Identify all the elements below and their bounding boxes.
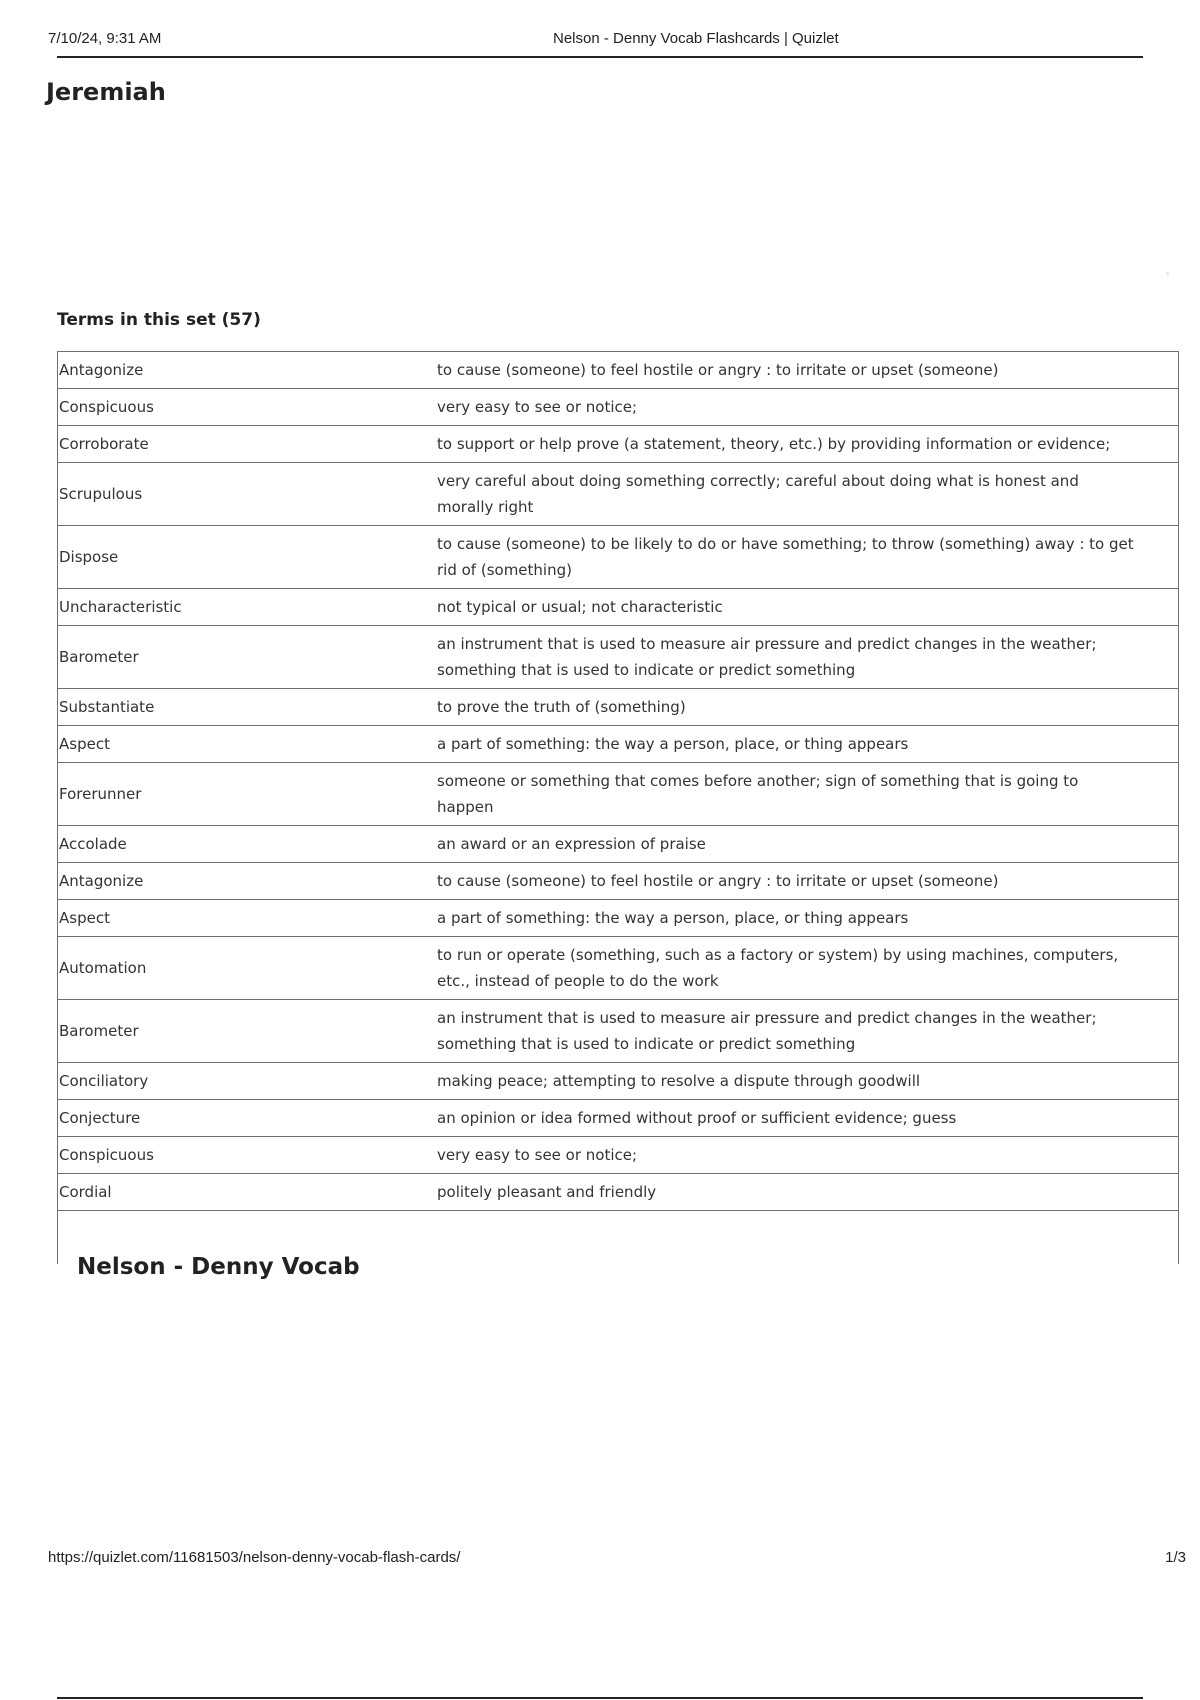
term-row [58, 1100, 1178, 1137]
set-title: Nelson - Denny Vocab [73, 1254, 364, 1280]
term-row [58, 726, 1178, 763]
term-row [58, 1063, 1178, 1100]
term-cell: Aspect [58, 900, 437, 937]
footer-divider [57, 1697, 1143, 1699]
definition-cell: making peace; attempting to resolve a dispute through goodwill [437, 1063, 1178, 1100]
term-cell: Barometer [58, 626, 437, 689]
term-cell: Corroborate [58, 426, 437, 463]
page-url: https://quizlet.com/11681503/nelson-denny-vocab-flash-cards/ [48, 1549, 461, 1566]
term-row [58, 389, 1178, 426]
term-cell: Aspect [58, 726, 437, 763]
print-header [48, 28, 1142, 56]
definition-cell: to cause (someone) to feel hostile or angry : to irritate or upset (someone) [437, 863, 1178, 900]
decorative-dot [1166, 272, 1169, 275]
definition-cell: a part of something: the way a person, place, or thing appears [437, 900, 1178, 937]
terms-heading: Terms in this set (57) [57, 310, 261, 330]
term-cell: Accolade [58, 826, 437, 863]
term-cell: Conspicuous [58, 389, 437, 426]
definition-cell: an award or an expression of praise [437, 826, 1178, 863]
print-document-title: Nelson - Denny Vocab Flashcards | Quizlet [553, 30, 839, 47]
term-cell: Scrupulous [58, 463, 437, 526]
definition-cell: an opinion or idea formed without proof or sufficient evidence; guess [437, 1100, 1178, 1137]
term-row [58, 937, 1178, 1000]
terms-table-body [58, 352, 1178, 1211]
term-cell: Conciliatory [58, 1063, 437, 1100]
term-row [58, 900, 1178, 937]
term-row [58, 426, 1178, 463]
terms-table [58, 352, 1178, 1211]
definition-cell: to cause (someone) to feel hostile or angry : to irritate or upset (someone) [437, 352, 1178, 389]
term-cell: Dispose [58, 526, 437, 589]
term-row [58, 463, 1178, 526]
definition-cell: an instrument that is used to measure air pressure and predict changes in the weather; something that is used to indicate or predict something [437, 626, 1178, 689]
definition-cell: very easy to see or notice; [437, 389, 1178, 426]
term-cell: Forerunner [58, 763, 437, 826]
term-cell: Cordial [58, 1174, 437, 1211]
term-cell: Antagonize [58, 863, 437, 900]
definition-cell: to run or operate (something, such as a factory or system) by using machines, computers, etc., instead of people to do the work [437, 937, 1178, 1000]
term-cell: Conjecture [58, 1100, 437, 1137]
term-cell: Uncharacteristic [58, 589, 437, 626]
definition-cell: very easy to see or notice; [437, 1137, 1178, 1174]
term-cell: Barometer [58, 1000, 437, 1063]
definition-cell: not typical or usual; not characteristic [437, 589, 1178, 626]
page-number: 1/3 [1165, 1549, 1186, 1566]
term-row [58, 526, 1178, 589]
term-row [58, 763, 1178, 826]
term-cell: Conspicuous [58, 1137, 437, 1174]
term-row [58, 1137, 1178, 1174]
term-row [58, 826, 1178, 863]
term-cell: Substantiate [58, 689, 437, 726]
definition-cell: someone or something that comes before another; sign of something that is going to happen [437, 763, 1178, 826]
print-datetime: 7/10/24, 9:31 AM [48, 30, 162, 47]
term-row [58, 863, 1178, 900]
terms-table-container [57, 351, 1179, 1264]
term-row [58, 626, 1178, 689]
term-row [58, 1174, 1178, 1211]
term-cell: Antagonize [58, 352, 437, 389]
definition-cell: a part of something: the way a person, place, or thing appears [437, 726, 1178, 763]
definition-cell: very careful about doing something correctly; careful about doing what is honest and morally right [437, 463, 1178, 526]
definition-cell: politely pleasant and friendly [437, 1174, 1178, 1211]
term-row [58, 352, 1178, 389]
term-row [58, 1000, 1178, 1063]
definition-cell: to prove the truth of (something) [437, 689, 1178, 726]
definition-cell: to support or help prove (a statement, theory, etc.) by providing information or evidence; [437, 426, 1178, 463]
author-name: Jeremiah [46, 78, 166, 106]
definition-cell: an instrument that is used to measure air pressure and predict changes in the weather; something that is used to indicate or predict something [437, 1000, 1178, 1063]
term-cell: Automation [58, 937, 437, 1000]
header-divider [57, 56, 1143, 58]
definition-cell: to cause (someone) to be likely to do or have something; to throw (something) away : to get rid of (something) [437, 526, 1178, 589]
term-row [58, 689, 1178, 726]
term-row [58, 589, 1178, 626]
